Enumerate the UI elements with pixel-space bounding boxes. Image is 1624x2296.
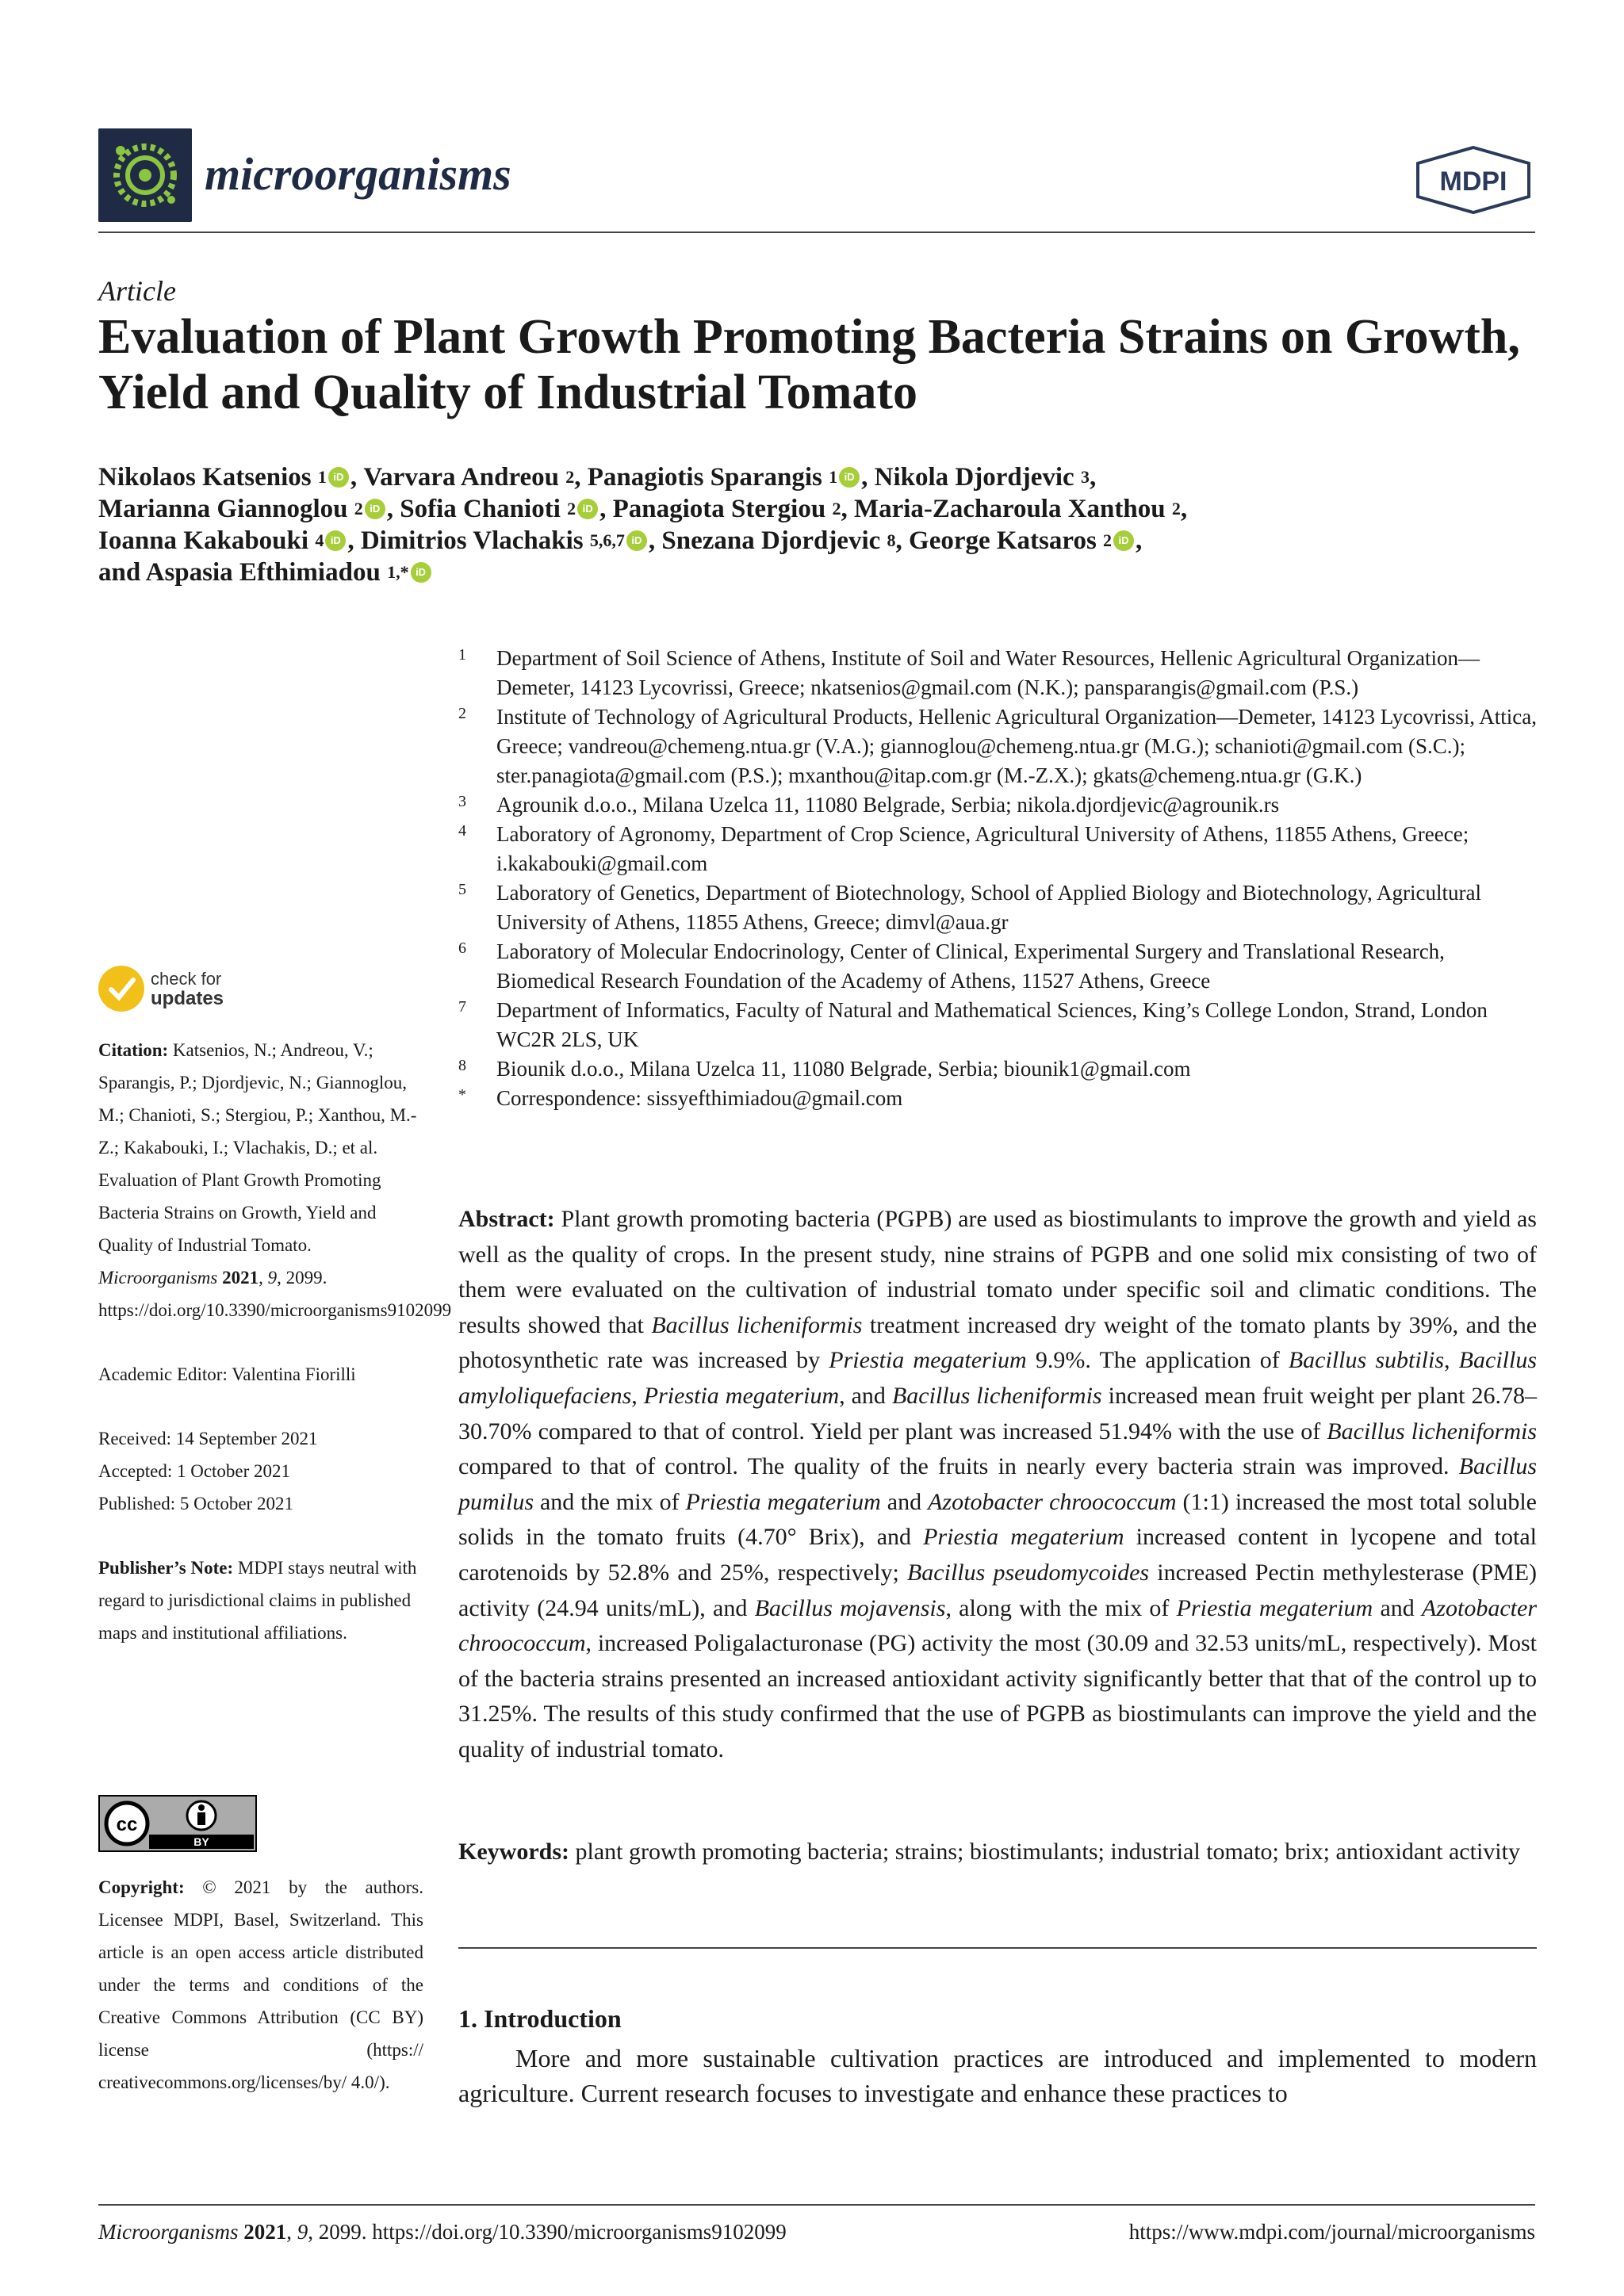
affiliation-item (458, 878, 1545, 937)
citation-year: 2021 (222, 1268, 259, 1288)
copyright-text: © 2021 by the authors. Licensee MDPI, Basel, Switzerland. This article is an open access article distributed under the terms and conditions of the Creative Commons Attribution (CC BY) license (https:// creativecommons.org/licenses/by/ 4.0/). (98, 1877, 423, 2092)
article-sidebar (98, 1034, 452, 1681)
affiliation-text: Department of Informatics, Faculty of Natural and Mathematical Sciences, King’s College London, Strand, London WC2R 2LS, UK (496, 998, 1488, 1051)
abstract-text: and (880, 1488, 929, 1515)
abstract (458, 1202, 1537, 1768)
abstract-text: treatment increased dry weight of the tomato plants by 39%, and the photosynthetic rate was increased by (458, 1311, 1538, 1374)
orcid-icon[interactable]: iD (839, 467, 860, 488)
introduction-text: More and more sustainable cultivation practices are introduced and implemented to modern agriculture. Current research focuses to investigate and enhance these practices to (458, 2044, 1537, 2107)
affiliation-text: Agrounik d.o.o., Milana Uzelca 11, 11080 Belgrade, Serbia; nikola.djordjevic@agrounik.rs (496, 793, 1280, 817)
affiliation-text: Department of Soil Science of Athens, Institute of Soil and Water Resources, Hellenic Agricultural Organization—Demeter, 14123 Lycovrissi, Greece; nkatsenios@gmail.com (N.K.); pansparangis@gmail.com (P.S.) (496, 646, 1480, 699)
author-name: Varvara Andreou (363, 463, 566, 492)
orcid-icon[interactable]: iD (411, 562, 431, 583)
author-separator: , (386, 495, 400, 523)
check-for-updates-line1: check for (151, 969, 222, 989)
affiliation-number: 3 (458, 793, 466, 810)
author-separator: , (1180, 495, 1194, 523)
author-separator: , (841, 495, 854, 523)
abstract-text: Plant growth promoting bacteria (PGPB) are used as biostimulants to improve the growth and yield as well as the quality of crops. In the present study, nine strains of PGPB and one solid mix consisting of two of them were evaluated on the cultivation of industrial tomato under specific soil and climatic conditions. The results showed that (458, 1206, 1537, 1338)
abstract-text: increased Pectin methylesterase (PME) activity (24.94 units/mL), and (458, 1559, 1538, 1621)
check-for-updates-line2: updates (151, 988, 224, 1009)
footer-year: 2021 (243, 2220, 287, 2244)
abstract-text: increased mean fruit weight per plant 26.78–30.70% compared to that of control. Yield per plant was increased 51.94% with the use of (458, 1382, 1537, 1445)
footer-rule (98, 2204, 1535, 2206)
author-separator: , (599, 495, 613, 523)
citation-volume: 9 (267, 1268, 278, 1288)
species-name: Priestia megaterium (643, 1382, 840, 1409)
author-name: Maria-Zacharoula Xanthou (853, 495, 1172, 523)
footer-journal-url[interactable]: https://www.mdpi.com/journal/microorganisms (1128, 2220, 1535, 2244)
attribution-icon (198, 1804, 205, 1811)
species-name: Bacillus mojavensis (754, 1594, 946, 1621)
check-for-updates-label[interactable] (151, 969, 224, 1008)
journal-logo (98, 128, 192, 222)
affiliation-number: * (458, 1086, 466, 1104)
author-line: and Aspasia Efthimiadou 1,* iD (98, 557, 1526, 588)
affiliation-text: Laboratory of Molecular Endocrinology, Center of Clinical, Experimental Surgery and Translational Research, Biomedical Research Foundation of the Academy of Athens, 11527 Athens, Greece (496, 939, 1445, 993)
check-for-updates-icon[interactable] (98, 966, 144, 1012)
microorganism-icon (98, 128, 192, 222)
affiliation-number: 6 (458, 939, 466, 957)
cc-by-label: BY (193, 1835, 209, 1848)
author-name: Panagiota Stergiou (612, 495, 833, 523)
affiliation-number: 4 (458, 822, 466, 840)
affiliation-item (458, 1084, 1545, 1113)
keywords (458, 1835, 1537, 1870)
species-name: Bacillus pumilus (458, 1453, 1537, 1515)
affiliation-item (458, 644, 1545, 702)
affiliation-item (458, 996, 1545, 1054)
orcid-icon[interactable]: iD (1113, 530, 1134, 551)
footer-citation: Microorganisms 2021, 9, 2099. https://doi.org/10.3390/microorganisms9102099 (98, 2220, 787, 2244)
author-separator: , (1089, 463, 1103, 492)
species-name: Priestia megaterium (923, 1524, 1124, 1551)
author-line: Nikolaos Katsenios 1 iD , Varvara Andreou 2 , Panagiotis Sparangis 1 iD , Nikola Djordjevic 3 , (98, 463, 1103, 492)
author-name: George Katsaros (909, 526, 1104, 555)
author-name: Dimitrios Vlachakis (360, 526, 590, 555)
cc-icon: cc (116, 1814, 138, 1835)
affiliation-number: 1 (458, 646, 466, 664)
orcid-icon[interactable]: iD (328, 467, 349, 488)
dates (98, 1422, 423, 1520)
species-name: Priestia megaterium (685, 1488, 881, 1515)
author-name: Snezana Djordjevic (661, 526, 887, 555)
article-type: Article (98, 275, 176, 307)
publishers-note-label: Publisher’s Note: (98, 1558, 234, 1578)
species-name: Bacillus subtilis (1288, 1347, 1445, 1374)
affiliation-number: 2 (458, 705, 466, 722)
author-name: Ioanna Kakabouki (98, 526, 316, 555)
affiliation-text: Laboratory of Agronomy, Department of Crop Science, Agricultural University of Athens, 11855 Athens, Greece; i.kakabouki@gmail.com (496, 822, 1469, 875)
author-name: Nikolaos Katsenios (98, 463, 318, 492)
citation-text: Katsenios, N.; Andreou, V.; Sparangis, P.; Djordjevic, N.; Giannoglou, M.; Chanioti, S.; Stergiou, P.; Xanthou, M.-Z.; Kakabouki, I.; Vlachakis, D.; et al. Evaluation of Plant Growth Promoting Bacteria Strains on Growth, Yield and Quality of Industrial Tomato. (98, 1040, 417, 1255)
orcid-icon[interactable]: iD (577, 499, 598, 519)
affiliation-number: 7 (458, 998, 466, 1016)
mdpi-logo-text: MDPI (1439, 166, 1507, 197)
affiliation-number: 5 (458, 881, 466, 898)
author-name: Sofia Chanioti (400, 495, 568, 523)
abstract-text: , increased Poligalacturonase (PG) activity the most (30.09 and 32.53 units/mL, respectively). Most of the bacteria strains presented an increased antioxidant activity significantly better that that of the control up to 31.25%. The results of this study confirmed that the use of PGPB as biostimulants can improve the yield and the quality of industrial tomato. (458, 1630, 1537, 1762)
species-name: Bacillus licheniformis (1327, 1418, 1538, 1445)
accepted-date: Accepted: 1 October 2021 (98, 1461, 291, 1481)
citation-doi[interactable]: , 2099. https://doi.org/10.3390/microorganisms9102099 (98, 1268, 452, 1320)
article-title: Evaluation of Plant Growth Promoting Bacteria Strains on Growth, Yield and Quality of Industrial Tomato (98, 310, 1520, 419)
abstract-text: , along with the mix of (945, 1594, 1177, 1621)
affiliation-item (458, 937, 1545, 996)
species-name: Bacillus pseudomycoides (906, 1559, 1150, 1586)
section-rule (458, 1947, 1537, 1949)
affiliation-text: Correspondence: sissyefthimiadou@gmail.com (496, 1086, 903, 1110)
abstract-text: and (1373, 1594, 1423, 1621)
published-date: Published: 5 October 2021 (98, 1494, 293, 1513)
author-name: Marianna Giannoglou (98, 495, 354, 523)
author-separator: , (350, 463, 364, 492)
citation-label: Citation: (98, 1040, 169, 1060)
author-separator: , (861, 463, 875, 492)
journal-name: microorganisms (205, 148, 511, 200)
author-separator: , (895, 526, 910, 555)
footer-volume: 9 (297, 2220, 308, 2244)
species-name: Priestia megaterium (829, 1347, 1027, 1374)
copyright-label: Copyright: (98, 1877, 185, 1897)
abstract-text: and the mix of (534, 1488, 686, 1515)
orcid-icon[interactable]: iD (626, 530, 647, 551)
affiliations (458, 644, 1545, 1113)
author-separator: , (574, 463, 588, 492)
abstract-text: , (631, 1382, 644, 1409)
footer-doi[interactable]: , 2099. https://doi.org/10.3390/microorganisms9102099 (308, 2220, 787, 2244)
species-name: Azotobacter chroococcum (458, 1594, 1537, 1657)
species-name: Bacillus licheniformis (891, 1382, 1102, 1409)
introduction-heading: 1. Introduction (458, 2004, 622, 2033)
species-name: Azotobacter chroococcum (928, 1488, 1177, 1515)
abstract-text: 9.9%. The application of (1026, 1347, 1289, 1374)
header-rule (98, 232, 1535, 233)
affiliation-text: Biounik d.o.o., Milana Uzelca 11, 11080 Belgrade, Serbia; biounik1@gmail.com (496, 1057, 1191, 1081)
citation-journal: Microorganisms (98, 1268, 218, 1288)
abstract-text: , (1444, 1347, 1459, 1374)
affiliation-item (458, 820, 1545, 878)
publishers-note (98, 1552, 423, 1649)
keywords-label: Keywords: (458, 1839, 569, 1865)
keywords-text: plant growth promoting bacteria; strains; biostimulants; industrial tomato; brix; antioxidant activity (575, 1839, 1520, 1865)
abstract-label: Abstract: (458, 1206, 561, 1232)
orcid-icon[interactable]: iD (325, 530, 346, 551)
affiliation-item (458, 702, 1545, 790)
species-name: Bacillus licheniformis (651, 1311, 863, 1338)
species-name: Bacillus amyloliquefaciens (458, 1347, 1537, 1409)
abstract-text: compared to that of control. The quality of the fruits in nearly every bacteria strain was improved. (458, 1453, 1459, 1480)
affiliation-item (458, 1054, 1545, 1084)
cc-by-license-badge[interactable] (98, 1795, 257, 1852)
abstract-text: increased content in lycopene and total carotenoids by 52.8% and 25%, respectively; (458, 1524, 1537, 1586)
orcid-icon[interactable]: iD (365, 499, 385, 519)
author-separator: , (648, 526, 662, 555)
mdpi-logo (1410, 144, 1537, 216)
author-name: Panagiotis Sparangis (587, 463, 829, 492)
abstract-text: , and (839, 1382, 892, 1409)
copyright (98, 1871, 423, 2099)
author-line: Marianna Giannoglou 2 iD , Sofia Chanioti 2 iD , Panagiota Stergiou 2 , Maria-Zacharoula Xanthou 2 , (98, 495, 1194, 523)
author-name: and Aspasia Efthimiadou (98, 558, 388, 587)
affiliation-text: Institute of Technology of Agricultural Products, Hellenic Agricultural Organization—Demeter, 14123 Lycovrissi, Attica, Greece; vandreou@chemeng.ntua.gr (V.A.); giannoglou@chemeng.ntua.gr (M.G.); schanioti@gmail.com (S.C.); ster.panagiota@gmail.com (P.S.); mxanthou@itap.com.gr (M.-Z.X.); gkats@chemeng.ntua.gr (G.K.) (496, 705, 1537, 787)
author-separator: , (347, 526, 361, 555)
affiliation-item (458, 790, 1545, 820)
species-name: Priestia megaterium (1176, 1594, 1373, 1621)
footer-journal: Microorganisms (98, 2220, 239, 2244)
author-line: Ioanna Kakabouki 4 iD , Dimitrios Vlachakis 5,6,7 iD , Snezana Djordjevic 8 , George Katsaros 2 iD , (98, 526, 1149, 555)
author-list (98, 461, 1526, 588)
abstract-text: (1:1) increased the most total soluble solids in the tomato fruits (4.70° Brix), and (458, 1488, 1537, 1551)
publishers-note-text: MDPI stays neutral with regard to jurisdictional claims in published maps and institutional affiliations. (98, 1558, 417, 1643)
author-name: Nikola Djordjevic (874, 463, 1081, 492)
received-date: Received: 14 September 2021 (98, 1429, 318, 1448)
citation: Citation: Katsenios, N.; Andreou, V.; Sparangis, P.; Djordjevic, N.; Giannoglou, M.; Chanioti, S.; Stergiou, P.; Xanthou, M.-Z.; Kakabouki, I.; Vlachakis, D.; et al. Evaluation of Plant Growth Promoting Bacteria Strains on Growth, Yield and Quality of Industrial Tomato. Microorganisms 2021, 9, 2099. https://doi.org/10.3390/microorganisms9102099 (98, 1040, 452, 1320)
affiliation-text: Laboratory of Genetics, Department of Biotechnology, School of Applied Biology and Biotechnology, Agricultural University of Athens, 11855 Athens, Greece; dimvl@aua.gr (496, 881, 1481, 934)
author-separator: , (1136, 526, 1149, 555)
affiliation-number: 8 (458, 1057, 466, 1074)
academic-editor: Academic Editor: Valentina Fiorilli (98, 1364, 356, 1384)
